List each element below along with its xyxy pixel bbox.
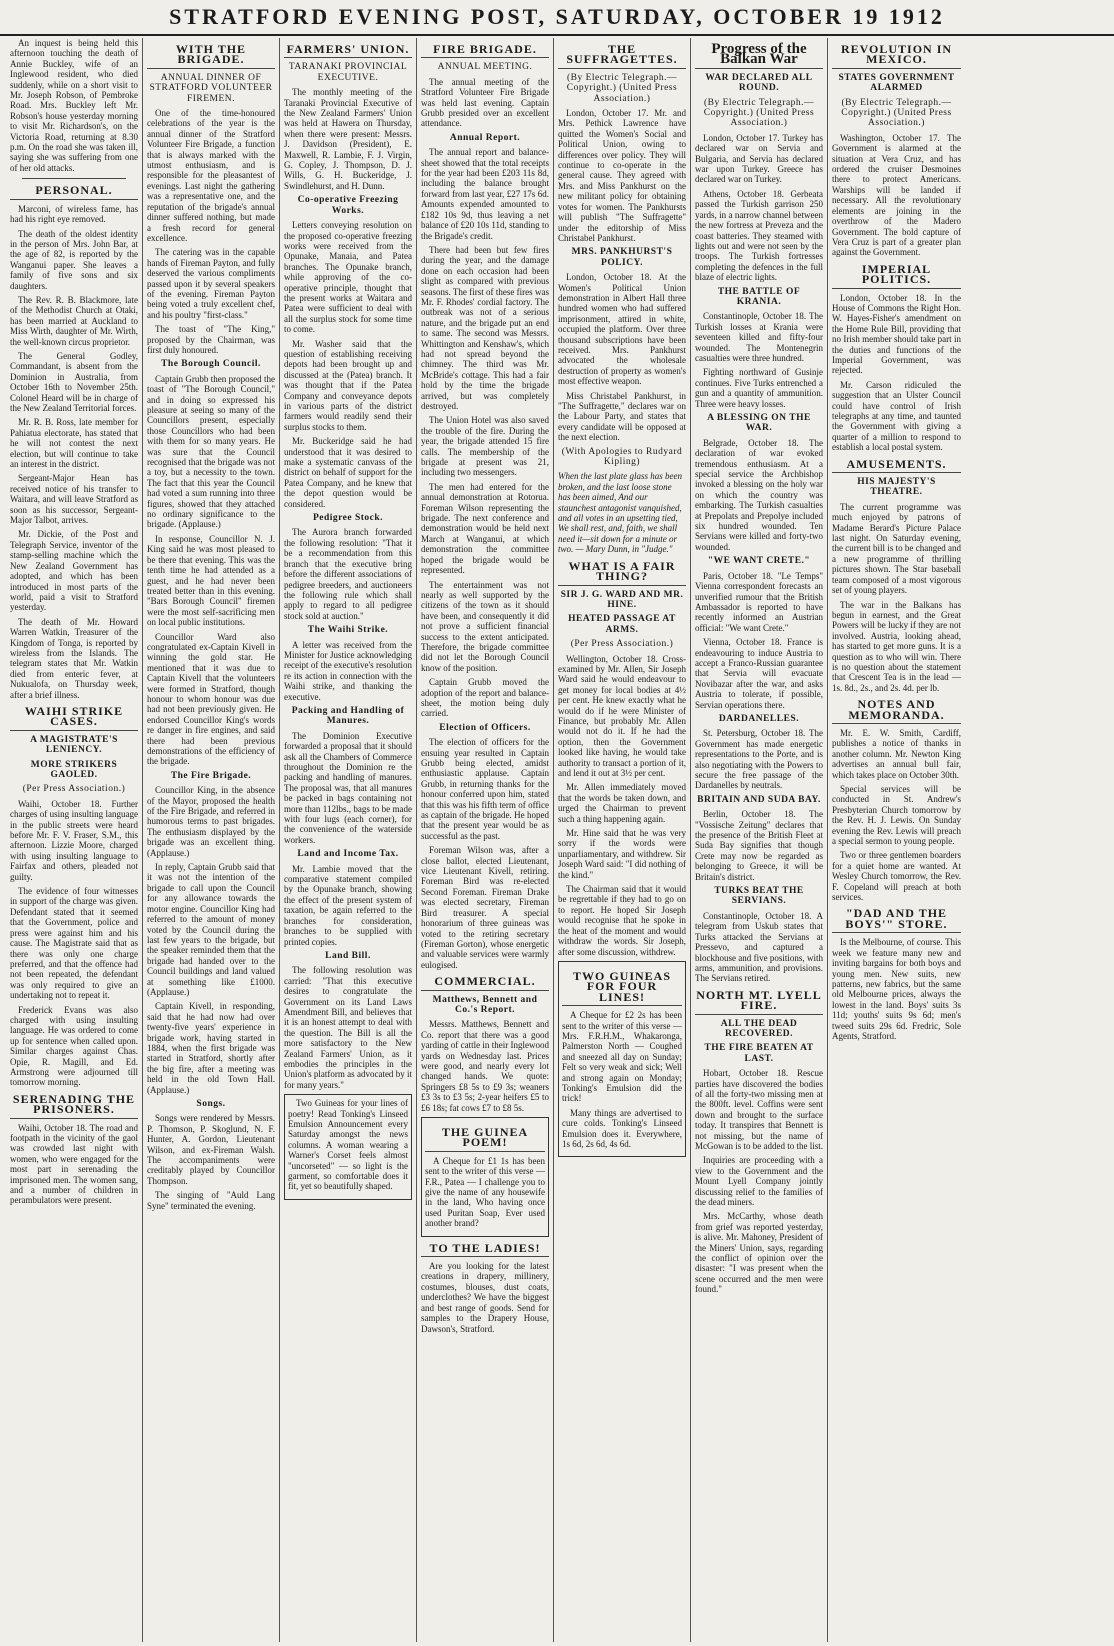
subheading: WAR DECLARED ALL ROUND.: [705, 72, 813, 94]
paragraph: The singing of "Auld Lang Syne" terminated the evening.: [147, 1190, 275, 1211]
paragraph: London, October 17. Turkey has declared war on Servia and Bulgaria, and Servia has declared war upon Turkey. Greece has declared war on Turkey.: [695, 132, 823, 185]
subheading: ANNUAL DINNER OF STRATFORD VOLUNTEER FIREMEN.: [149, 72, 273, 104]
paragraph: Councillor Ward also congratulated ex-Captain Kivell in winning the gold star. He mentioned that it was due to Captain Kivell that the volunteers were formed in Stratford, though honour to whom honour was due had not been previously given. He endorsed Councillor King's words re danger in fire engines, and said there had been previous demonstrations of the efficiency of the brigade.: [147, 631, 275, 767]
paragraph: Mr. Washer said that the question of establishing receiving depots had been brought up and discussed at the (Patea) branch. It was thought that if the Patea Company and conveyance depots in various parts of the district farmers would readily send their surplus stocks to them.: [284, 338, 412, 432]
subheading: DARDANELLES.: [718, 713, 800, 724]
two-guineas-heading: TWO GUINEAS FOR FOUR LINES!: [562, 971, 682, 1006]
paragraph: Mr. R. B. Ross, late member for Pahiatua electorate, has stated that he will not contest the next election, but will continue to take an interest in the district.: [10, 417, 138, 470]
column-5: [554, 38, 691, 1642]
paragraph: Paris, October 18. "Le Temps" Vienna correspondent forecasts an unverified rumour that the British Ambassador is reported to have recently informed an Austrian official: "We want Crete.": [695, 570, 823, 633]
divider: [22, 178, 126, 179]
paragraph: The monthly meeting of the Taranaki Provincial Executive of the New Zealand Farmers' Union was held at Hawera on Thursday, when there were present: Messrs. J. Davidson (President), E. Maxwell, R. Lambie, F. J. Virgin, G. Copley, J. Thompson, D. J. Wills, G. H. Buckeridge, J. Swindlehurst, and H. Dunn.: [284, 87, 412, 191]
waihi-heading: WAIHI STRIKE CASES.: [10, 706, 138, 731]
ad-text: A Cheque for £2 2s has been sent to the writer of this verse — Mrs. F.R.H.M., Whakaronga, Palmerston North — Coughed and sneezed all day on Sunday; Felt so very weak and sick; Well and strong again on Monday; Tonking's Emulsion did the trick!: [562, 1010, 682, 1104]
paragraph: Mrs. McCarthy, whose death from grief was reported yesterday, is alive. Mr. Mahoney, President of the Miners' Union, says, regarding the conflict of opinion over the disaster: "I was present when the scene occurred and the men were found.": [695, 1211, 823, 1295]
subheading: Songs.: [196, 1099, 226, 1109]
column-1: [6, 38, 143, 1642]
paragraph: The death of Mr. Howard Warren Watkin, Treasurer of the Kingdom of Tonga, is reported by wireless from the Islands. The telegram states that Mr. Watkin died from enteric fever, at Nukualofa, on Thursday week, after a brief illness.: [10, 616, 138, 700]
paragraph: The current programme was much enjoyed by patrons of Madame Berard's Picture Palace last night. On Saturday evening, the current bill is to be changed and a new programme of thrilling pictures shown. The Star baseball team composed of a most vigorous set of young players.: [832, 501, 961, 596]
advertisement: [284, 1094, 412, 1200]
subheading: HIS MAJESTY'S THEATRE.: [857, 477, 936, 498]
paragraph: The General Godley, Commandant, is absent from the Dominion in Australia, from October 16th to November 25th. Colonel Heard will be in charge of the New Zealand Territorial forces.: [10, 350, 138, 413]
paragraph: Is the Melbourne, of course. This week we feature many new and inviting bargains for both boys and young men. New suits, new patterns, new fabrics, but the same old Melbourne prices, always the lowest in the land. Boys' suits 3s 11d; youths' suits 9s 6d; men's tweed suits 29s 6d. Fredric, Sole Agents, Stratford.: [832, 937, 961, 1041]
paragraph: Are you looking for the latest creations in drapery, millinery, costumes, blouses, dust coats, underclothes? We have the biggest and best range of goods. Send for samples to the Drapery House, Dawson's, Stratford.: [421, 1261, 549, 1334]
serenade-heading: SERENADING THE PRISONERS.: [10, 1094, 138, 1119]
paragraph: In reply, Captain Grubb said that it was not the intention of the brigade to call upon the Council for any allowance towards the motor engine. Councillor King had referred to the amount of money voted by the Council during the last few years to the brigade, but the speaker reminded them that the brigade had handed over to the Council buildings and land valued at something like £1000. (Applause.): [147, 862, 275, 997]
paragraph: Constantinople, October 18. The Turkish losses at Krania were seventeen killed and fifty-four wounded. The Montenegrin casualties were three hundred.: [695, 311, 823, 363]
amusements-heading: AMUSEMENTS.: [832, 459, 961, 473]
paragraph: The Dominion Executive forwarded a proposal that it should ask all the Chambers of Commerce throughout the Dominion re the packing and handling of manures. The proposal was, that all manures be packed in bags containing not more than 112lbs., bags to be made with four lugs (each corner), for the convenience of the waterside workers.: [284, 730, 412, 845]
paragraph: The war in the Balkans has begun in earnest, and the Great Powers will be lucky if they are not involved. Austria, looking ahead, has started to get more guns. It is a question as to who will win. There is no question about the statement that Crescent Tea is in the lead — 1s. 8d., 2s., and 2s. 4d. per lb.: [832, 599, 961, 693]
column-3: [280, 38, 417, 1642]
subheading: (By Electric Telegraph.—Copyright.) (United Press Association.): [566, 72, 678, 104]
subheading: ANNUAL MEETING.: [437, 62, 533, 73]
subheading: THE FIRE BEATEN AT LAST.: [704, 1043, 814, 1064]
ad-text: Many things are advertised to cure colds. Tonking's Linseed Emulsion does it. Everywhere, 1s 6d, 2s 6d, 4s 6d.: [562, 1107, 682, 1149]
paragraph: Washington, October 17. The Government is alarmed at the situation at Vera Cruz, and has ordered the cruiser Desmoines there to protect Americans. Warships will be landed if necessary. All the revolutionary elements are joining in the overthrow of the Madero Government. The bold capture of Vera Cruz is part of a greater plan against the Government.: [832, 132, 961, 258]
subheading: "WE WANT CRETE.": [707, 556, 811, 567]
subheading: Co-operative Freezing Works.: [297, 195, 399, 216]
subheading: Annual Report.: [449, 132, 521, 143]
paragraph: Councillor King, in the absence of the Mayor, proposed the health of the Fire Brigade, and referred in humorous terms to past brigades. The enthusiasm displayed by the brigade was an excellent thing. (Applause.): [147, 785, 275, 858]
paragraph: Wellington, October 18. Cross-examined by Mr. Allen, Sir Joseph Ward said he would endeavour to get money for local bodies at 4½ per cent. He knew exactly what he would do if he were Minister of Finance, but probably Mr. Allen would not do it. If he had the option, then the Government looked like having, he would take authority to transact a portion of it, and lend it out at 3½ per cent.: [558, 653, 686, 778]
column-7: [828, 38, 965, 1642]
paragraph: Mr. Dickie, of the Post and Telegraph Service, inventor of the stamp-selling machine which the New Zealand Government has adopted, and which has been introduced in most parts of the world, paid a visit to Stratford yesterday.: [10, 529, 138, 613]
paragraph: London, October 18. At the Women's Political Union demonstration in Albert Hall three hundred women who had suffered imprisonment, attired in white, occupied the platform. Over three thousand subscriptions have been received. Mrs. Pankhurst advocated the wholesale destruction of property as women's most effective weapon.: [558, 272, 686, 387]
paragraph: In response, Councillor N. J. King said he was most pleased to be there that evening. This was the tenth time he had attended as a guest, and he had never been treated better than in this evening. "Bars Borough Council" firemen were the most self-sacrificing men on local public institutions.: [147, 533, 275, 628]
subheading: Land and Income Tax.: [297, 849, 399, 860]
paragraph: Captain Kivell, in responding, said that he had now had over twenty-five years' experience in brigade work, having started in 1884, when the first brigade was started in Stratford, shortly after the big fire, after a meeting was held in the old Town Hall. (Applause.): [147, 1001, 275, 1095]
paragraph: Waihi, October 18. The road and footpath in the vicinity of the gaol was crowded last night with women, who were engaged for the most part in serenading the imprisoned men. The women sang, and a number of children in perambulators were present.: [10, 1122, 138, 1206]
subheading: A MAGISTRATE'S LENIENCY.: [30, 734, 118, 756]
paragraph: The catering was in the capable hands of Fireman Payton, and fully deserved the various compliments passed upon it by several speakers of the evening. Fireman Payton being voted a truly excellent chef, and his poultry "first-class.": [147, 247, 275, 320]
paragraph: One of the time-honoured celebrations of the year is the annual dinner of the Stratford Volunteer Fire Brigade, a function that is always marked with the utmost enthusiasm, and is responsible for the pleasantest of evenings. Last night the gathering was a representative one, and the reputation of the brigade's annual dinner suffered nothing, but made a fresh record for general excellence.: [147, 108, 275, 243]
paragraph: The death of the oldest identity in the person of Mrs. John Bar, at the age of 82, is reported by the Wanganui paper. She leaves a family of five sons and six daughters.: [10, 228, 138, 291]
notes-heading: NOTES AND MEMORANDA.: [832, 699, 961, 724]
subheading: SIR J. G. WARD AND MR. HINE.: [560, 589, 684, 610]
paragraph: London, October 18. In the House of Commons the Right Hon. W. Hayes-Fisher's amendment on the Home Rule Bill, providing that no Irish member should take part in the duties and functions of the Imperial Government, was rejected.: [832, 292, 961, 376]
subheading: (By Electric Telegraph.—Copyright.) (United Press Association.): [841, 97, 952, 129]
subheading: The Borough Council.: [161, 359, 261, 370]
paragraph: Special services will be conducted in St. Andrew's Presbyterian Church tomorrow by the Rev. H. J. Lewis. On Sunday evening the Rev. Lewis will preach a special sermon to young people.: [832, 784, 961, 847]
paragraph: Letters conveying resolution on the proposed co-operative freezing works were received from the Opunake, Manaia, and Patea branches. The Opunake branch, while approving of the co-operative principle, thought that the present works at Waitara and Patea were sufficient to deal with all the surplus stock for some time to come.: [284, 220, 412, 335]
paragraph: Waihi, October 18. Further charges of using insulting language in the public streets were heard before Mr. F. V. Fraser, S.M., this afternoon. Lizzie Moore, charged with using insulting language to Fairfax and others, pleaded not guilty.: [10, 798, 138, 882]
paragraph: Mr. Buckeridge said he had understood that it was desired to make a systematic canvass of the district on behalf of support for the Patea Company, and he knew that the depot question would be considered.: [284, 436, 412, 509]
imperial-politics-heading: IMPERIAL POLITICS.: [832, 264, 961, 289]
subheading: Land Bill.: [325, 950, 371, 961]
subheading: MORE STRIKERS GAOLED.: [30, 759, 118, 780]
subheading: TURKS BEAT THE SERVIANS.: [714, 886, 804, 907]
paragraph: Mr. Carson ridiculed the suggestion that an Ulster Council could have control of Irish telegraphs at any time, and taunted the Government with giving a quarter of a million to respond to establish a local postal system.: [832, 379, 961, 453]
paragraph: Messrs. Matthews, Bennett and Co. report that there was a good yarding of cattle in their Inglewood yards on Wednesday last. Prices were good, and nearly every lot changed hands. We quote: Springers £8 5s to £9 3s; weaners £3 3s to £3 5s; 2-year heifers £5 to £6 18s; fat cows £7 to £8 5s.: [421, 1019, 549, 1113]
fair-thing-heading: WHAT IS A FAIR THING?: [558, 561, 686, 586]
inquest-article: An inquest is being held this afternoon touching the death of Annie Buckley, wife of an Inglewood resident, who died suddenly, while on a short visit to Mr. Joseph Robson, of Pembroke Road. Mrs. Buckley left Mr. Robson's house yesterday morning to visit Mr. Richardson's, on the Victoria Road, returning at 8.30 p.m. On the road she was taken ill, saying she was suffering from one of her old attacks.: [10, 38, 138, 173]
paragraph: The Chairman said that it would be regrettable if they had to go on to report. He hoped Sir Joseph would recognise that he spoke in the heat of the moment and would withdraw the words. Sir Joseph, after some discussion, withdrew.: [558, 884, 686, 957]
subheading: A BLESSING ON THE WAR.: [707, 413, 811, 434]
subheading: THE BATTLE OF KRANIA.: [717, 286, 801, 307]
paragraph: Mr. Allen immediately moved that the words be taken down, and urged the Chairman to prevent such a thing happening again.: [558, 782, 686, 824]
paragraph: The following resolution was carried: "That this executive desires to congratulate the Government on its Land Laws Amendment Bill, and believes that it is an honest attempt to deal with the question. The Bill is all the more satisfactory to the New Zealand Farmers' Union, as it embodies the principles in the Union's platform as advocated by it for many years.": [284, 965, 412, 1090]
personal-heading: PERSONAL.: [10, 185, 138, 199]
subheading: ALL THE DEAD RECOVERED.: [720, 1018, 798, 1039]
two-guineas-ad: [558, 961, 686, 1158]
paragraph: The Union Hotel was also saved the trouble of the fire. During the year, the brigade attended 15 fire calls. The membership of the brigade at present was 21, including two messengers.: [421, 415, 549, 478]
subheading: Election of Officers.: [439, 722, 531, 733]
paragraph: Songs were rendered by Messrs. P. Thomson, P. Skoglund, N. F. Hunter, A. Gordon, Lieutenant Wilson, and ex-Fireman Walsh. The accompaniments were creditably played by Councillor Thompson.: [147, 1113, 275, 1186]
guinea-poem-ad: [421, 1117, 549, 1237]
subheading: (Per Press Association.): [570, 639, 674, 650]
balkan-war-heading: Progress of the Balkan War: [695, 44, 823, 69]
suffragettes-heading: THE SUFFRAGETTES.: [558, 44, 686, 69]
poem: When the last plate glass has been broken, and the last loose stone has been aimed, And our staunchest antagonist vanquished, and all votes in an upsetting tied, We shall rest, and, faith, we shall need it—sit down for a minute or two. — Mary Dunn, in "Judge.": [558, 471, 682, 555]
guinea-poem-heading: THE GUINEA POEM!: [425, 1127, 545, 1152]
paragraph: Athens, October 18. Gerbeata passed the Turkish garrison 250 yards, in a narrow channel between the new fortress at Preveza and the coast batteries. They steamed with lights out and were not seen by the troops. The Turkish fortresses completing the defences in the full blaze of electric lights.: [695, 188, 823, 283]
subheading: The Waihi Strike.: [307, 625, 389, 636]
paragraph: Marconi, of wireless fame, has had his right eye removed.: [10, 203, 138, 225]
ladies-heading: TO THE LADIES!: [421, 1243, 549, 1257]
column-2: [143, 38, 280, 1642]
paragraph: Foreman Wilson was, after a close ballot, elected Lieutenant, vice Lieutenant Kivell, retiring. Foreman Bird was re-elected Second Foreman. Fireman Drake was elected secretary, Fireman Bird treasurer. A special honorarium of three guineas was voted to the retiring secretary (Fireman Gorton), whose energetic and valuable services were warmly eulogised.: [421, 845, 549, 970]
subheading: (Per Press Association.): [22, 784, 126, 795]
paragraph: Constantinople, October 18. A telegram from Uskub states that Turks attacked the Servians at Pressevo, and captured a blockhouse and five positions, with arms, ammunition, and provisions. The Servians retired.: [695, 910, 823, 984]
columns: [6, 38, 1108, 1642]
brigade-heading: WITH THE BRIGADE.: [147, 44, 275, 69]
subheading: Packing and Handling of Manures.: [291, 705, 405, 727]
paragraph: The annual report and balance-sheet showed that the total receipts for the year had been £203 11s 8d, including the balance brought forward from last year, £27 17s 6d. Amounts expended amounted to £182 10s 9d, thus leaving a net balance of £20 10s 11d, standing to the Brigade's credit.: [421, 147, 549, 241]
column-6: [691, 38, 828, 1642]
paragraph: London, October 17. Mr. and Mrs. Pethick Lawrence have quitted the Women's Social and Political Union, owing to differences over policy. They will continue to co-operate in the general cause. They agreed with Mrs. and Miss Pankhurst on the new militant policy for obtaining votes for women. The Pankhursts will publish "The Suffragette" under the editorship of Miss Christabel Pankhurst.: [558, 108, 686, 243]
paragraph: St. Petersburg, October 18. The Government has made energetic representations to the Porte, and is also negotiating with the Powers to secure the free passage of the Dardanelles by neutrals.: [695, 728, 823, 791]
paragraph: Two or three gentlemen boarders for a quiet home are wanted. At Wesley Church tomorrow, the Rev. F. Copeland will preach at both services.: [832, 850, 961, 903]
paragraph: Captain Grubb moved the adoption of the report and balance-sheet, the motion being duly carried.: [421, 677, 549, 719]
subheading: The Fire Brigade.: [170, 770, 252, 781]
paragraph: Captain Grubb then proposed the toast of "The Borough Council," and in doing so expressed his pleasure at seeing so many of the Councillors present, especially those Councillors who had been with them for so many years. He was sure that the Council recognised that the brigade was not a toy, but a necessity to the town. The fact that this year the Council had voted a sum running into three figures, showed that they attached no ordinary significance to the brigade. (Applause.): [147, 373, 275, 530]
subheading: (With Apologies to Rudyard Kipling): [561, 446, 683, 468]
paragraph: Miss Christabel Pankhurst, in "The Suffragette," declares war on the Labour Party, and states that every candidate will be opposed at the next election.: [558, 390, 686, 443]
paragraph: Fighting northward of Gusinje continues. Five Turks entrenched a gun and a quantity of ammunition. Three were heavy losses.: [695, 367, 823, 409]
paragraph: Frederick Evans was also charged with using insulting language. He was ordered to come up for sentence when called upon. Similar charges against Chas. Opie, R. Magill, and Ed. Armstrong were adjourned till tomorrow morning.: [10, 1004, 138, 1088]
farmers-heading: FARMERS' UNION.: [284, 44, 412, 58]
subheading: Pedigree Stock.: [312, 513, 384, 524]
paragraph: The Rev. R. B. Blackmore, late of the Methodist Church at Otaki, has been married at Auckland to Miss Wirth, daughter of Mr. Wirth, the well-known circus proprietor.: [10, 294, 138, 347]
mt-lyell-heading: NORTH MT. LYELL FIRE.: [695, 990, 823, 1015]
mexico-heading: REVOLUTION IN MEXICO.: [832, 44, 961, 69]
subheading: STATES GOVERNMENT ALARMED: [838, 72, 955, 94]
paragraph: Inquiries are proceeding with a view to the Government and the Mount Lyell Company jointly discussing relief to the families of the dead miners.: [695, 1155, 823, 1208]
paragraph: The evidence of four witnesses in support of the charge was given. Defendant stated that it seemed that the Government, police and press were against him and his cause. The Magistrate said that as there was only one charge preferred, and that the offence had not been repeated, the defendant was only required to give an undertaking not to repeat it.: [10, 886, 138, 1001]
paragraph: Belgrade, October 18. The declaration of war evoked tremendous enthusiasm. At a special service the Archbishop invoked a blessing on the holy war on which the country was embarking. The Turkish casualties at Prepolats and Prepolye included six hundred wounded. Ten Servians were killed and forty-two wounded.: [695, 437, 823, 552]
paragraph: The Aurora branch forwarded the following resolution: "That it be a recommendation from this branch that the executive bring before the different associations of pedigree breeders, and auctioneers the following rule which shall apply to regard to all pedigree stock sold at auction.": [284, 527, 412, 621]
masthead: STRATFORD EVENING POST, SATURDAY, OCTOBER 19 1912: [0, 0, 1114, 36]
paragraph: Mr. Hine said that he was very sorry if the words were unparliamentary, and withdrew. Sir Joseph Ward said: "I did nothing of the kind.": [558, 828, 686, 880]
subheading: HEATED PASSAGE AT ARMS.: [568, 614, 676, 635]
paragraph: Sergeant-Major Hean has received notice of his transfer to Waitara, and will leave Stratford as soon as his successor, Sergeant-Major Talbot, arrives.: [10, 473, 138, 526]
paragraph: The toast of "The King," proposed by the Chairman, was first duly honoured.: [147, 324, 275, 355]
paragraph: Vienna, October 18. France is endeavouring to induce Austria to accept a Franco-Russian guarantee that Servia will evacuate Novibazar after the war, and asks Austria to tolerate, if possible, Servian operations there.: [695, 637, 823, 710]
paragraph: Mr. Lambie moved that the comparative statement compiled by the Opunake branch, showing the effect of the present system of taxation, be again referred to the branches for consideration, branches to be supplied with printed copies.: [284, 863, 412, 947]
ad-text: A Cheque for £1 1s has been sent to the writer of this verse — F.R., Patea — I challenge you to give the name of any housewife in the land, Who having once used Puritan Soap, Ever used another brand?: [425, 1155, 545, 1229]
subheading: TARANAKI PROVINCIAL EXECUTIVE.: [288, 62, 408, 83]
ad-text: Two Guineas for your lines of poetry! Read Tonking's Linseed Emulsion Announcement every Saturday amongst the news columns. A woman wearing a Warner's Corset feels almost "uncorseted" — so light is the garment, so comfortable does it fit, yet so beautifully shaped.: [288, 1098, 408, 1192]
paragraph: There had been but few fires during the year, and the damage done on each occasion had been slight as compared with previous seasons. The first of these fires was Mr. F. Rhodes' cordial factory. The outbreak was not of a serious nature, and the brigade put an end to same. The second was Messrs. Whittington and Kenshaw's, which had not spread beyond the chimney. The third was Mr. McBride's cottage. This had a fair hold by the time the brigade arrived, but was completely destroyed.: [421, 244, 549, 411]
fire-brigade-heading: FIRE BRIGADE.: [421, 44, 549, 58]
column-4: [417, 38, 554, 1642]
paragraph: Mr. E. W. Smith, Cardiff, publishes a notice of thanks in another column. Mr. Newton King advertises an annual bull fair, which takes place on October 30th.: [832, 727, 961, 780]
paragraph: The election of officers for the ensuing year resulted in Captain Grubb being elected, amidst enthusiastic applause. Captain Grubb, in returning thanks for the honour conferred upon him, stated that this was his fifth term of office as captain of the brigade. He hoped that the present year would be as successful as the past.: [421, 737, 549, 841]
subheading: MRS. PANKHURST'S POLICY.: [571, 247, 673, 268]
subheading: BRITAIN AND SUDA BAY.: [697, 794, 821, 805]
paragraph: The entertainment was not nearly as well supported by the citizens of the town as it should have been, and consequently it did not prove a sufficient financial success to the extent anticipated. Therefore, the brigade committee did not let the Borough Council know of the position.: [421, 579, 549, 673]
paragraph: The men had entered for the annual demonstration at Rotorua. Foreman Wilson representing the brigade. The next conference and demonstration would be held next March at Wanganui, at which demonstration the committee hoped the brigade would be represented.: [421, 481, 549, 576]
subheading: (By Electric Telegraph.—Copyright.) (United Press Association.): [703, 97, 815, 129]
paragraph: The annual meeting of the Stratford Volunteer Fire Brigade was held last evening. Captain Grubb presided over an excellent attendance.: [421, 76, 549, 129]
paragraph: Hobart, October 18. Rescue parties have discovered the bodies of all the forty-two missing men at the 800ft. level. Coffins were sent down and brought to the surface today. It transpires that Bennett is not missing, but the name of McGowan is to be added to the list.: [695, 1068, 823, 1151]
paragraph: Berlin, October 18. The "Vossische Zeitung" declares that the presence of the British Fleet at Suda Bay signifies that though Crete may now be regarded as belonging to Greece, it will be Britain's district.: [695, 809, 823, 882]
subheading: Matthews, Bennett and Co.'s Report.: [432, 994, 538, 1015]
dad-and-boys-heading: "DAD AND THE BOYS'" STORE.: [832, 908, 961, 933]
paragraph: A letter was received from the Minister for Justice acknowledging receipt of the executive's resolution re its action in connection with the Waihi strike, and thanking the executive.: [284, 639, 412, 702]
commercial-heading: COMMERCIAL.: [421, 976, 549, 990]
